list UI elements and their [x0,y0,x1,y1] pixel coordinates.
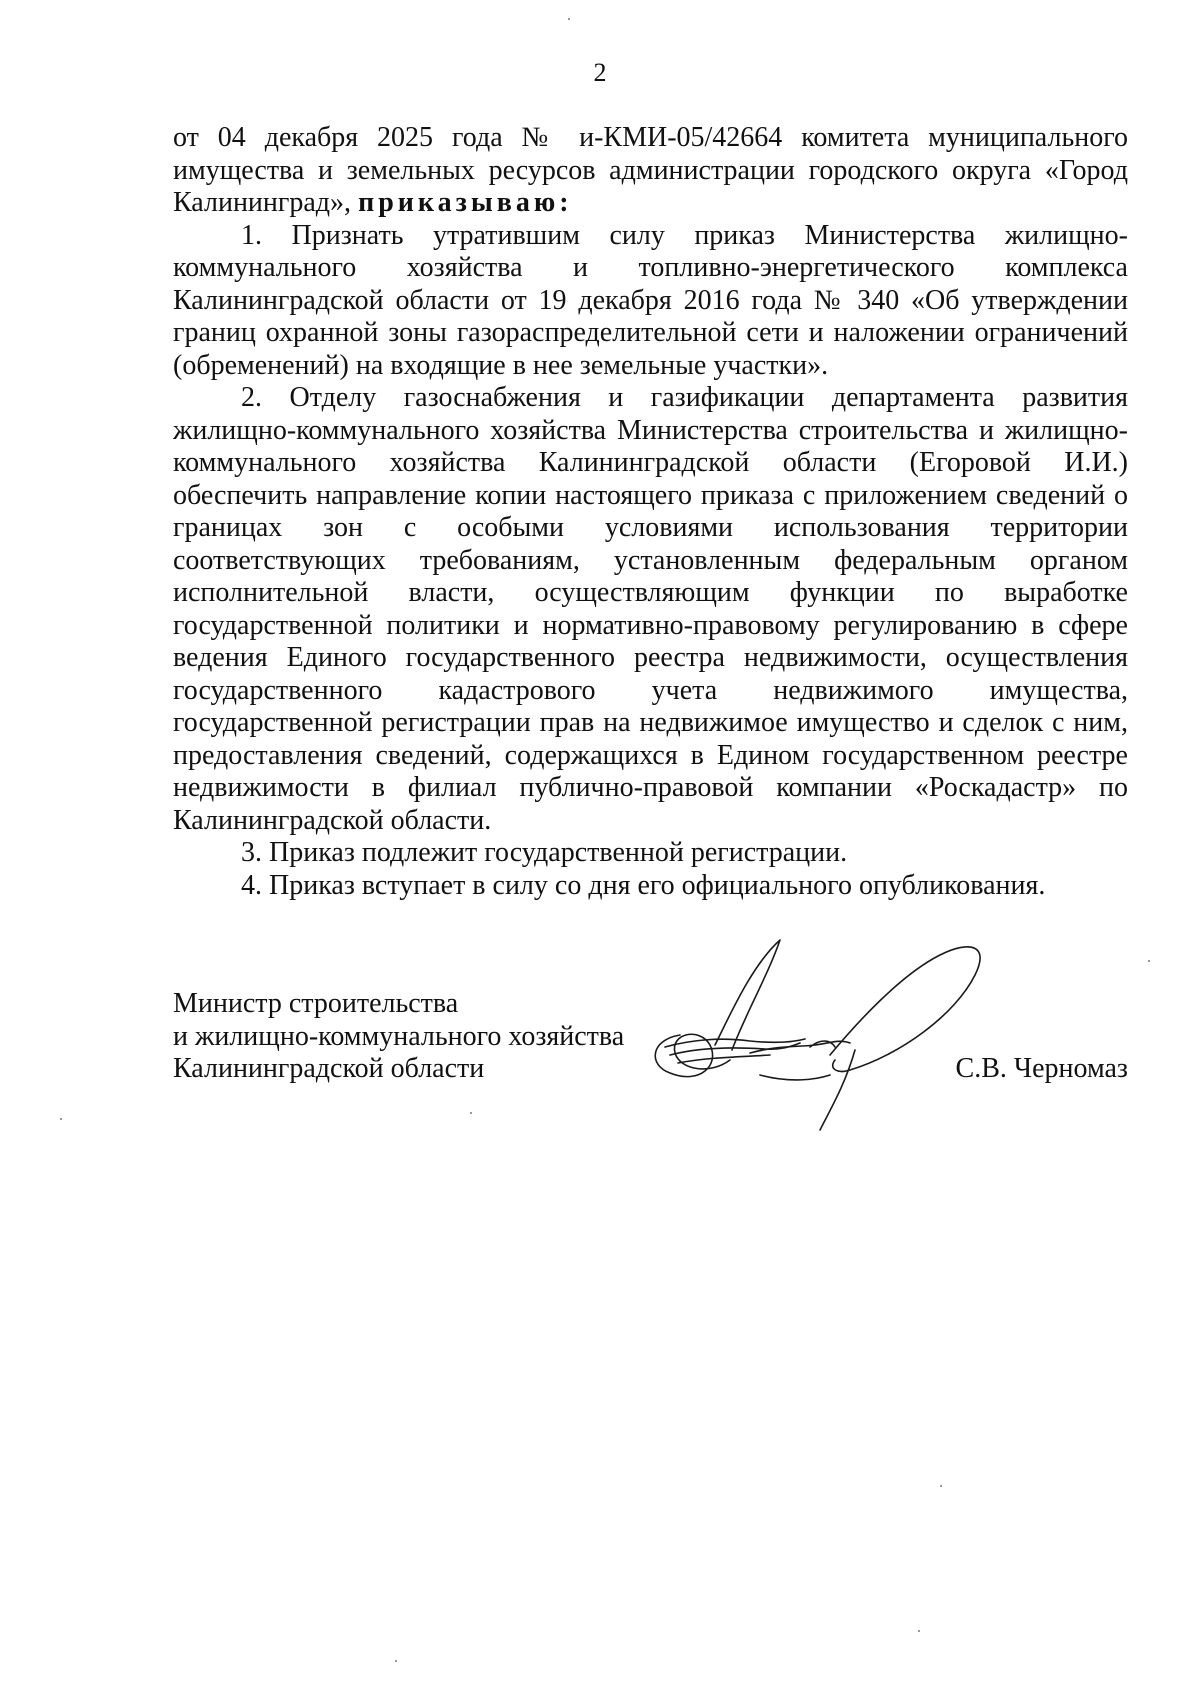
item-4-text: Приказ вступает в силу со дня его официального опубликования. [269,869,1046,901]
order-emphasis: приказываю: [358,187,573,218]
intro-paragraph [173,122,1128,220]
page-number: 2 [593,58,607,87]
item-1 [173,220,1128,383]
scan-speck [470,1112,472,1114]
handwritten-signature-icon [640,935,1030,1135]
signer-position [173,988,653,1086]
scan-speck [60,1118,62,1120]
item-2-number: 2. [241,382,262,413]
item-1-number: 1. [241,219,262,251]
item-4 [173,870,1128,903]
intro-text: от 04 декабря 2025 года № и-КМИ-05/42664 комитета муниципального имущества и земельных ресурсов администрации городского округа «Город Калининград», [173,122,1128,218]
item-1-text: Признать утратившим силу приказ Министерства жилищно-коммунального хозяйства и топливно-энергетического комплекса Калининградской области от 19 декабря 2016 года № 340 «Об утверждении границ охранной зоны газораспределительной сети и наложении ограничений (обременений) на входящие в нее земельные участки». [173,219,1128,381]
item-2-text: Отделу газоснабжения и газификации департамента развития жилищно-коммунального хозяйства Министерства строительства и жилищно-коммунального хозяйства Калининградской области (Егоровой И.И.) обеспечить направление копии настоящего приказа с приложением сведений о границах зон с особыми условиями использования территории соответствующих требованиям, установленным федеральным органом исполнительной власти, осуществляющим функции по выработке государственной политики и нормативно-правовому регулированию в сфере ведения Единого государственного реестра недвижимости, осуществления государственного кадастрового учета недвижимого имущества, государственной регистрации прав на недвижимое имущество и сделок с ним, предоставления сведений, содержащихся в Едином государственном реестре недвижимости в филиал публично-правовой компании «Роскадастр» по Калининградской области. [173,382,1129,836]
signer-position-line-1: Министр строительства [173,988,459,1019]
document-body [173,122,1128,902]
item-3-text: Приказ подлежит государственной регистрации. [269,837,848,868]
signer-name: С.В. Черномаз [955,1053,1128,1084]
item-3 [173,837,1128,870]
scan-speck [918,1630,920,1632]
scan-speck [568,18,570,20]
scan-speck [940,1485,942,1487]
scan-speck [1148,960,1150,962]
signer-position-line-2: и жилищно-коммунального хозяйства [173,1020,625,1052]
scan-speck [395,1660,397,1662]
signer-position-line-3: Калининградской области [173,1053,485,1084]
item-2 [173,382,1128,837]
item-3-number: 3. [241,837,262,868]
item-4-number: 4. [241,869,262,901]
